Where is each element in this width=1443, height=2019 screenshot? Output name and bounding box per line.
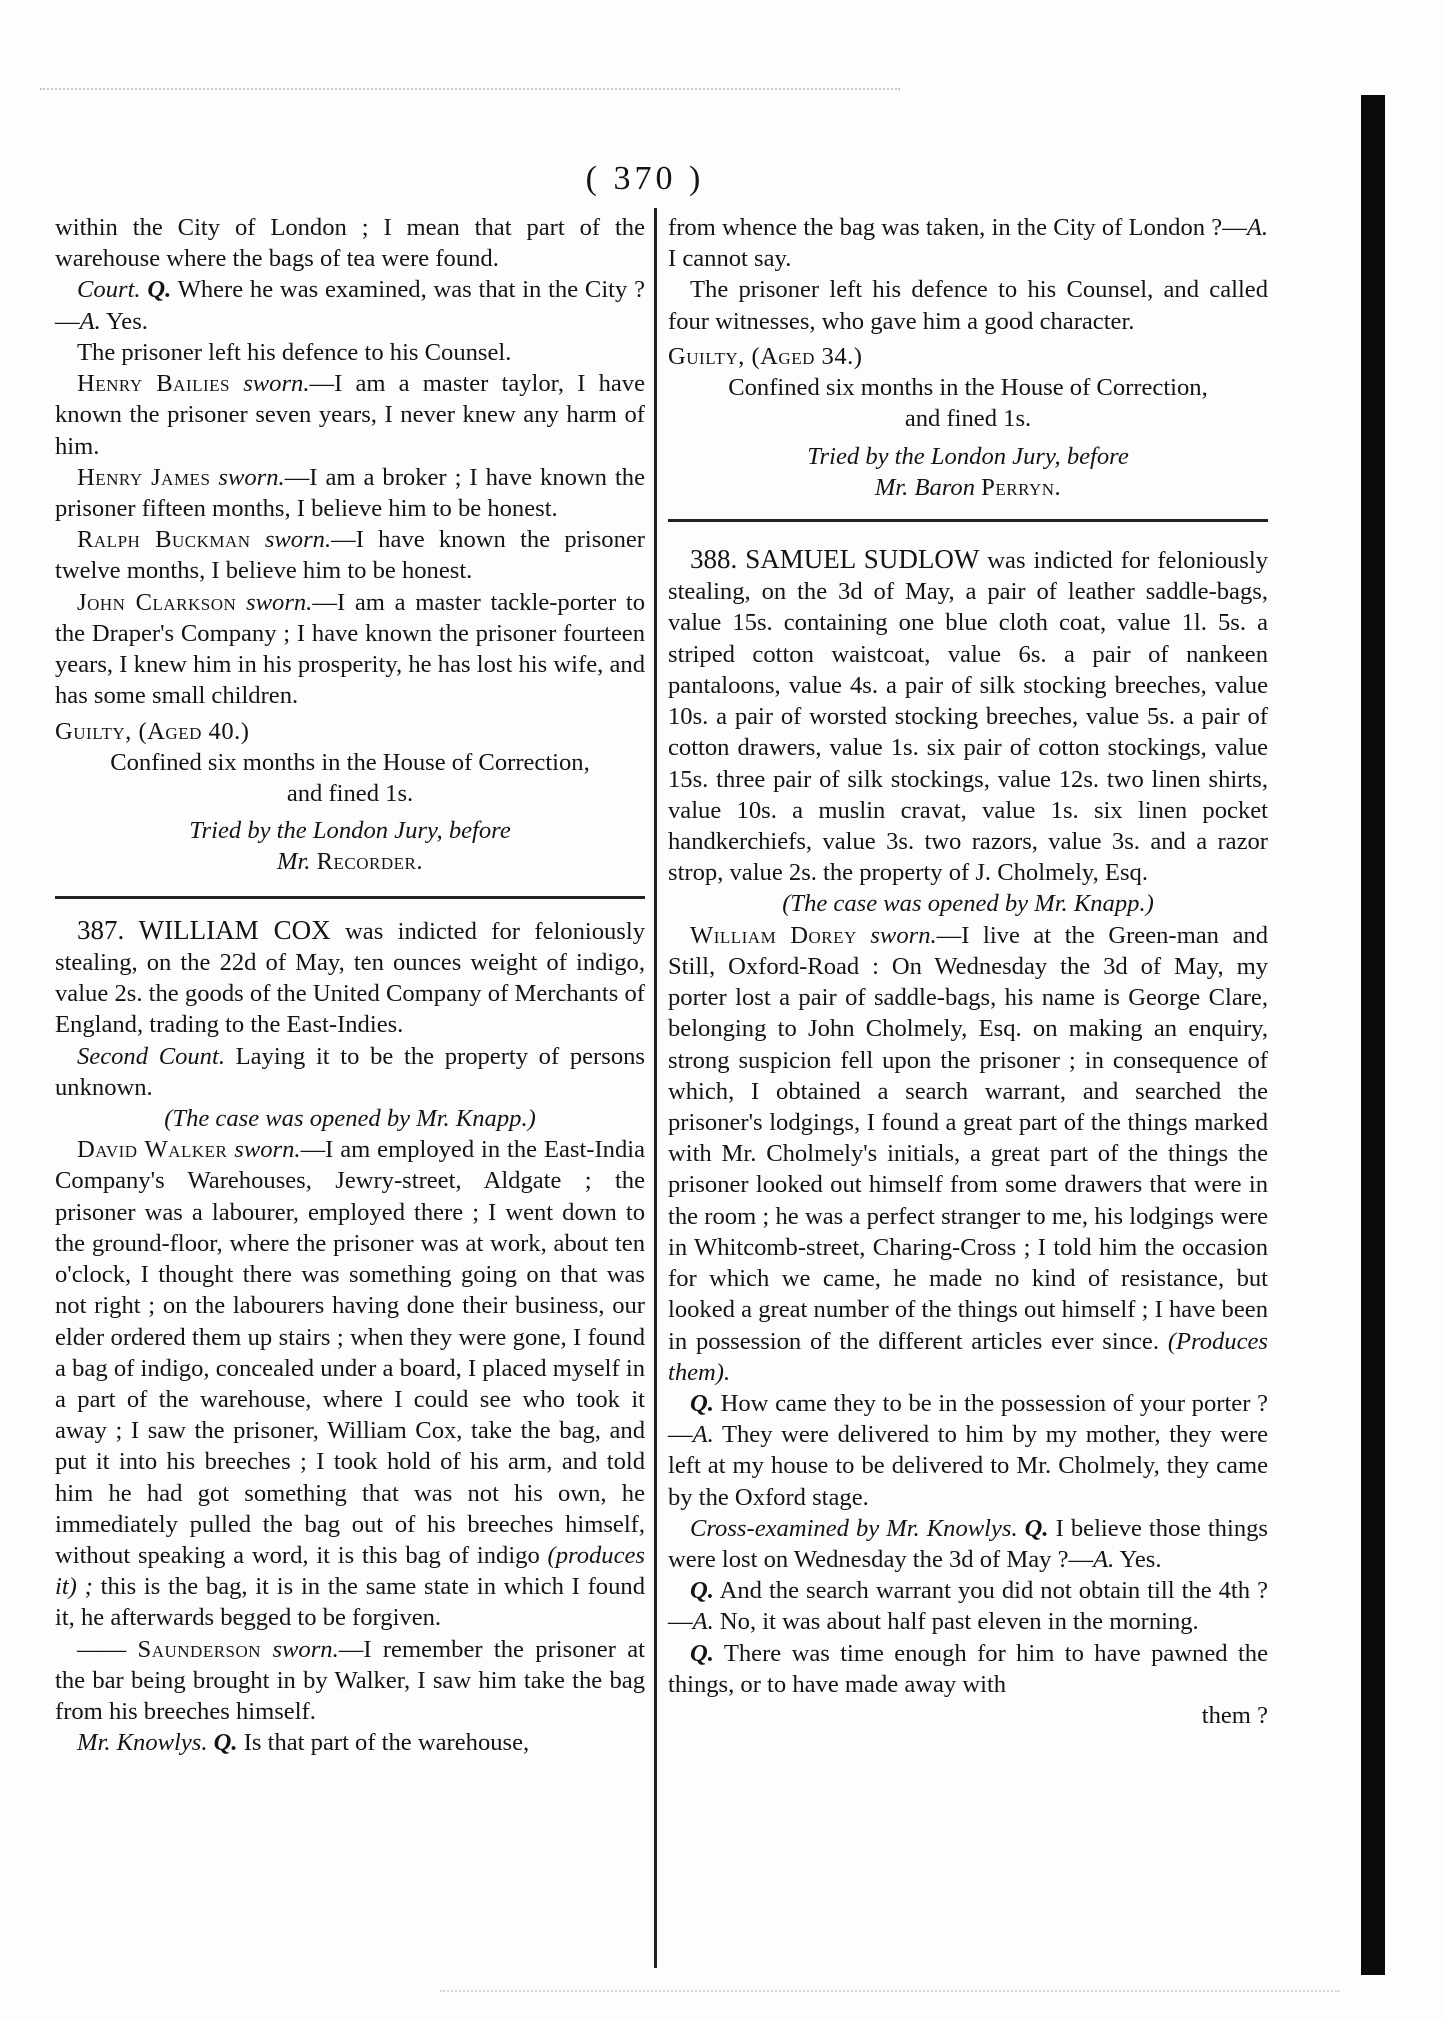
text: Yes. (100, 307, 148, 335)
witness-testimony (55, 524, 645, 586)
produces-note: (Produces them). (668, 1327, 1268, 1386)
sworn-label: sworn. (246, 588, 313, 616)
text: —I have known the prisoner twelve months, I believe him to be honest. (55, 526, 646, 585)
witness-name: David Walker (77, 1136, 228, 1164)
text: (The case was opened by Mr. Knapp.) (164, 1104, 536, 1132)
cross-examined-label: Cross-examined by Mr. Knowlys. (690, 1514, 1018, 1542)
witness-name: Henry James (77, 463, 211, 491)
verdict: Guilty, (Aged 34.) (668, 342, 863, 370)
catchword: them ? (1201, 1702, 1268, 1730)
text: Laying it to be the property of persons unknown. (55, 1042, 645, 1101)
sentence: and fined 1s. (286, 779, 414, 807)
text: —I am a master tackle-porter to the Draper's Company ; I have known the prisoner fourteen years, I knew him in his prosperity, he has lost his wife, and has some small children. (55, 588, 645, 710)
judge-name: Recorder. (316, 848, 424, 876)
question-mark-label: Q. (690, 1577, 714, 1605)
judge-name: Perryn. (981, 473, 1062, 501)
witness-testimony (55, 368, 645, 462)
text: I cannot say. (668, 245, 792, 273)
text: —I am employed in the East-India Company's Warehouses, Jewry-street, Aldgate ; the prisoner was a labourer, employed there ; I went down to the ground-floor, where the prisoner was at work, about ten o'clock, I thought there was something going on that was not right ; on the labourers having done their business, our elder ordered them up stairs ; when they were gone, I found a bag of indigo, concealed under a board, I placed myself in a part of the warehouse, where I could see who took it away ; I saw the prisoner, William Cox, take the bag, and put it into his breeches ; I took hold of his arm, and told him he had got something that was not his own, he immediately pulled the bag out of his breeches himself, without speaking a word, it is this bag of indigo (55, 1136, 646, 1570)
answer-label: A. (1246, 214, 1268, 241)
witness-name: Ralph Buckman (77, 526, 251, 554)
judge-line (55, 846, 645, 877)
question-mark-label: Q. (213, 1729, 238, 1757)
case-heading (55, 913, 645, 1041)
sentence: Confined six months in the House of Correction, (728, 374, 1208, 402)
answer-label: A. (1093, 1546, 1115, 1574)
witness-testimony (55, 1134, 645, 1634)
section-rule (55, 896, 645, 899)
tried-by: Tried by the London Jury, before (807, 442, 1129, 470)
question-mark-label: Q. (147, 276, 172, 304)
column-divider (654, 208, 657, 1968)
text: And the search warrant you did not obtain till the 4th ?— (668, 1577, 1268, 1636)
case-heading (668, 542, 1268, 888)
text: —I am a broker ; I have known the prisoner fifteen months, I believe him to be honest. (55, 463, 646, 522)
text: (The case was opened by Mr. Knapp.) (782, 890, 1154, 918)
text: —I live at the Green-man and Still, Oxford-Road : On Wednesday the 3d of May, my porter lost a pair of saddle-bags, his name is George Clare, belonging to John Cholmely, Esq. on making an enquiry, strong suspicion fell upon the prisoner ; in consequence of which, I obtained a search warrant, and searched the prisoner's lodgings, I found a great part of the things marked with Mr. Cholmely's initials, a great part of the things the prisoner looked out himself from some drawers that were in the room ; he was a perfect stranger to me, his lodgings were in Whitcomb-street, Charing-Cross ; I told him the occasion for which we came, he made no kind of resistance, but looked a great number of the things out himself ; I have been in possession of the different articles ever since. (668, 921, 1268, 1355)
case-number: 387. (77, 914, 125, 945)
text: Where he was examined, was that in the City ?— (55, 276, 645, 335)
judge-line (668, 472, 1268, 503)
scan-edge-shadow (1361, 95, 1385, 1975)
defendant-name: SAMUEL SUDLOW (745, 543, 980, 574)
text: Is that part of the warehouse, (237, 1729, 530, 1757)
sworn-label: sworn. (870, 921, 937, 949)
case-opened-note (668, 888, 1268, 919)
text: How came they to be in the possession of your porter ?— (668, 1389, 1268, 1449)
examiner-label: Mr. Knowlys. (77, 1729, 208, 1757)
case-number: 388. (690, 543, 738, 574)
witness-name: Henry Bailies (77, 370, 231, 398)
text: —I remember the prisoner at the bar being brought in by Walker, I saw him take the bag from his breeches himself. (55, 1635, 645, 1726)
scan-noise-bottom (440, 1990, 1340, 1998)
page-number: ( 370 ) (585, 160, 705, 197)
scan-noise-top (40, 68, 900, 90)
section-rule (668, 519, 1268, 522)
judge-title: Mr. (276, 848, 311, 876)
sworn-label: sworn. (264, 526, 332, 554)
answer-label: A. (79, 307, 101, 335)
indictment-text: was indicted for feloniously stealing, on the 3d of May, a pair of leather saddle-bags, value 15s. containing one blue cloth coat, value 1l. 5s. a striped cotton waistcoat, value 6s. a pair of nankeen pantaloons, value 4s. a pair of silk stocking breeches, value 10s. a pair of worsted stocking breeches, value 5s. a pair of cotton drawers, value 1s. six pair of cotton stockings, value 15s. three pair of silk stockings, value 12s. two linen shirts, value 10s. a muslin cravat, value 1s. six linen pocket handkerchiefs, value 3s. two razors, value 3s. and a razor strop, value 2s. the property of J. Cholmely, Esq. (668, 546, 1269, 887)
answer-label: A. (692, 1608, 714, 1636)
sworn-label: sworn. (272, 1635, 339, 1663)
sworn-label: sworn. (243, 370, 310, 398)
witness-name: Saunderson (137, 1635, 262, 1663)
judge-title: Mr. Baron (874, 473, 976, 501)
text: Yes. (1114, 1546, 1162, 1574)
left-column (55, 212, 645, 1759)
paragraph (55, 274, 645, 336)
paragraph: The prisoner left his defence to his Counsel. (77, 338, 512, 366)
tried-by: Tried by the London Jury, before (189, 817, 511, 845)
paragraph: The prisoner left his defence to his Counsel, and called four witnesses, who gave him a good character. (668, 276, 1268, 335)
sworn-label: sworn. (218, 463, 285, 491)
witness-testimony (55, 1634, 645, 1728)
witness-name: John Clarkson (77, 588, 237, 616)
examination-line (55, 1727, 645, 1758)
indictment-text: was indicted for feloniously stealing, on the 22d of May, ten ounces weight of indigo, value 2s. the goods of the United Company of Merchants of England, trading to the East-Indies. (55, 917, 646, 1039)
text: this is the bag, it is in the same state in which I found it, he afterwards begged to be forgiven. (55, 1573, 645, 1632)
question-mark-label: Q. (690, 1639, 714, 1667)
sentence: and fined 1s. (904, 405, 1032, 433)
text: No, it was about half past eleven in the morning. (713, 1608, 1199, 1636)
dash: —— (77, 1635, 127, 1663)
text: They were delivered to him by my mother, they were left at my house to be delivered to Mr. Cholmely, they came by the Oxford stage. (668, 1421, 1268, 1511)
question-mark-label: Q. (690, 1389, 714, 1417)
paragraph: within the City of London ; I mean that part of the warehouse where the bags of tea were found. (55, 214, 645, 273)
sworn-label: sworn. (234, 1136, 301, 1164)
witness-name: William Dorey (690, 921, 857, 949)
answer-label: A. (692, 1421, 714, 1449)
witness-testimony (668, 920, 1268, 1388)
speaker-label: Court. (77, 276, 141, 304)
text: —I am a master taylor, I have known the prisoner seven years, I never knew any harm of him. (55, 370, 645, 460)
question-answer (668, 1575, 1268, 1637)
witness-testimony (55, 462, 645, 524)
produces-note: (produces it) ; (55, 1542, 645, 1601)
sentence: Confined six months in the House of Correction, (110, 748, 590, 776)
count-label: Second Count. (77, 1042, 225, 1070)
defendant-name: WILLIAM COX (138, 914, 331, 945)
question-mark-label: Q. (1024, 1514, 1049, 1542)
verdict: Guilty, (Aged 40.) (55, 717, 250, 745)
question-answer (668, 1638, 1268, 1700)
question-answer (668, 1513, 1268, 1575)
witness-testimony (55, 587, 645, 712)
right-column (668, 212, 1268, 1731)
second-count (55, 1041, 645, 1103)
paragraph (668, 212, 1268, 274)
question-answer (668, 1388, 1268, 1513)
text: There was time enough for him to have pawned the things, or to have made away with (668, 1639, 1268, 1698)
text: from whence the bag was taken, in the City of London ?— (668, 214, 1247, 241)
case-opened-note (55, 1103, 645, 1134)
text: I believe those things were lost on Wednesday the 3d of May ?— (668, 1514, 1268, 1574)
